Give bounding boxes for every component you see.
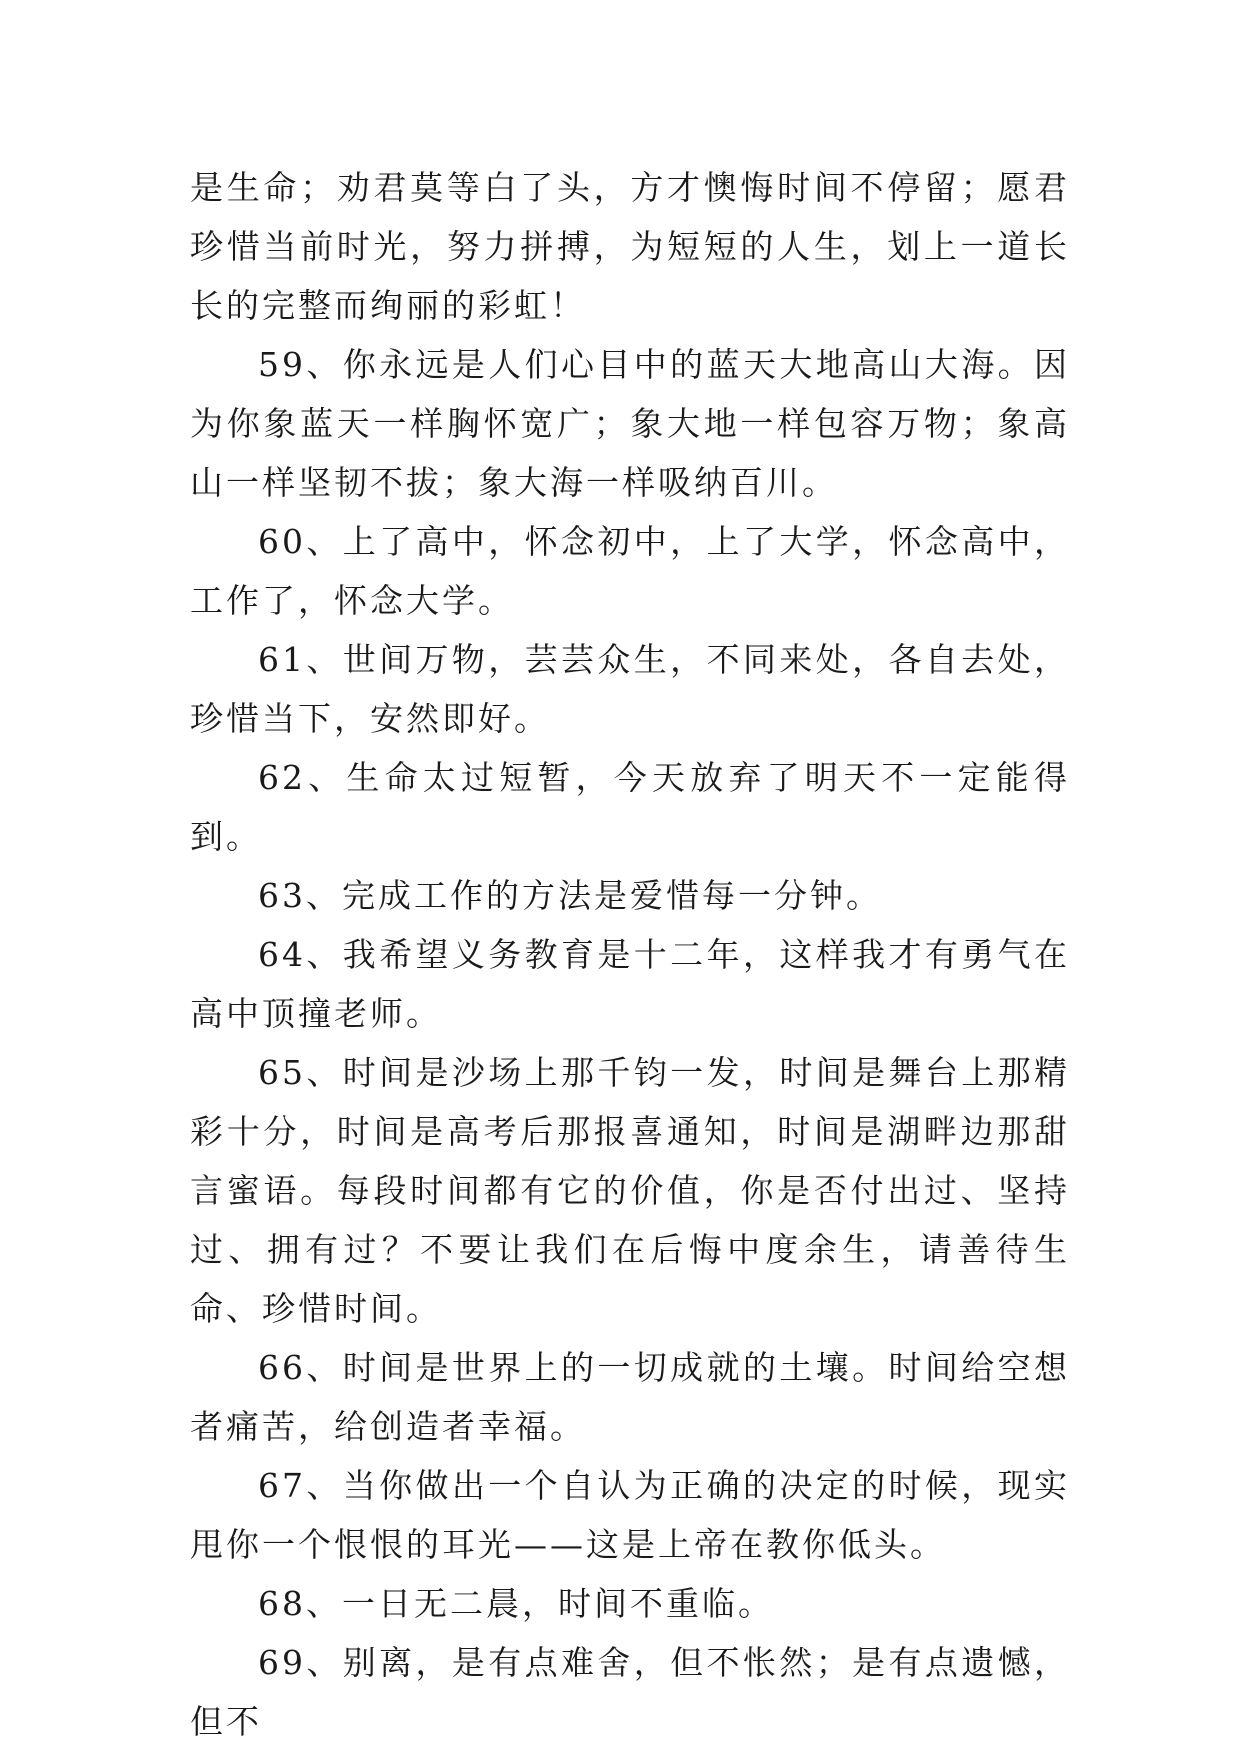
paragraph-69: 69、别离，是有点难舍，但不怅然；是有点遗憾，但不 [190,1643,1070,1741]
paragraph-59: 59、你永远是人们心目中的蓝天大地高山大海。因为你象蓝天一样胸怀宽广；象大地一样包容万物；象高山一样坚韧不拔；象大海一样吸纳百川。 [190,345,1070,502]
paragraph-65: 65、时间是沙场上那千钧一发，时间是舞台上那精彩十分，时间是高考后那报喜通知，时间是湖畔边那甜言蜜语。每段时间都有它的价值，你是否付出过、坚持过、拥有过？不要让我们在后悔中度余生，请善待生命、珍惜时间。 [190,1053,1070,1328]
document-body [190,158,1070,1751]
paragraph-63: 63、完成工作的方法是爱惜每一分钟。 [258,876,882,915]
paragraph-60: 60、上了高中，怀念初中，上了大学，怀念高中，工作了，怀念大学。 [190,522,1070,620]
paragraph-66: 66、时间是世界上的一切成就的土壤。时间给空想者痛苦，给创造者幸福。 [190,1348,1070,1446]
paragraph-64: 64、我希望义务教育是十二年，这样我才有勇气在高中顶撞老师。 [190,935,1070,1033]
paragraph-67: 67、当你做出一个自认为正确的决定的时候，现实甩你一个恨恨的耳光——这是上帝在教你低头。 [190,1466,1070,1564]
paragraph-61: 61、世间万物，芸芸众生，不同来处，各自去处，珍惜当下，安然即好。 [190,640,1070,738]
paragraph-68: 68、一日无二晨，时间不重临。 [258,1584,774,1623]
paragraph-continuation: 是生命；劝君莫等白了头，方才懊悔时间不停留；愿君珍惜当前时光，努力拼搏，为短短的人生，划上一道长长的完整而绚丽的彩虹！ [190,168,1070,325]
paragraph-62: 62、生命太过短暂，今天放弃了明天不一定能得到。 [190,758,1070,856]
